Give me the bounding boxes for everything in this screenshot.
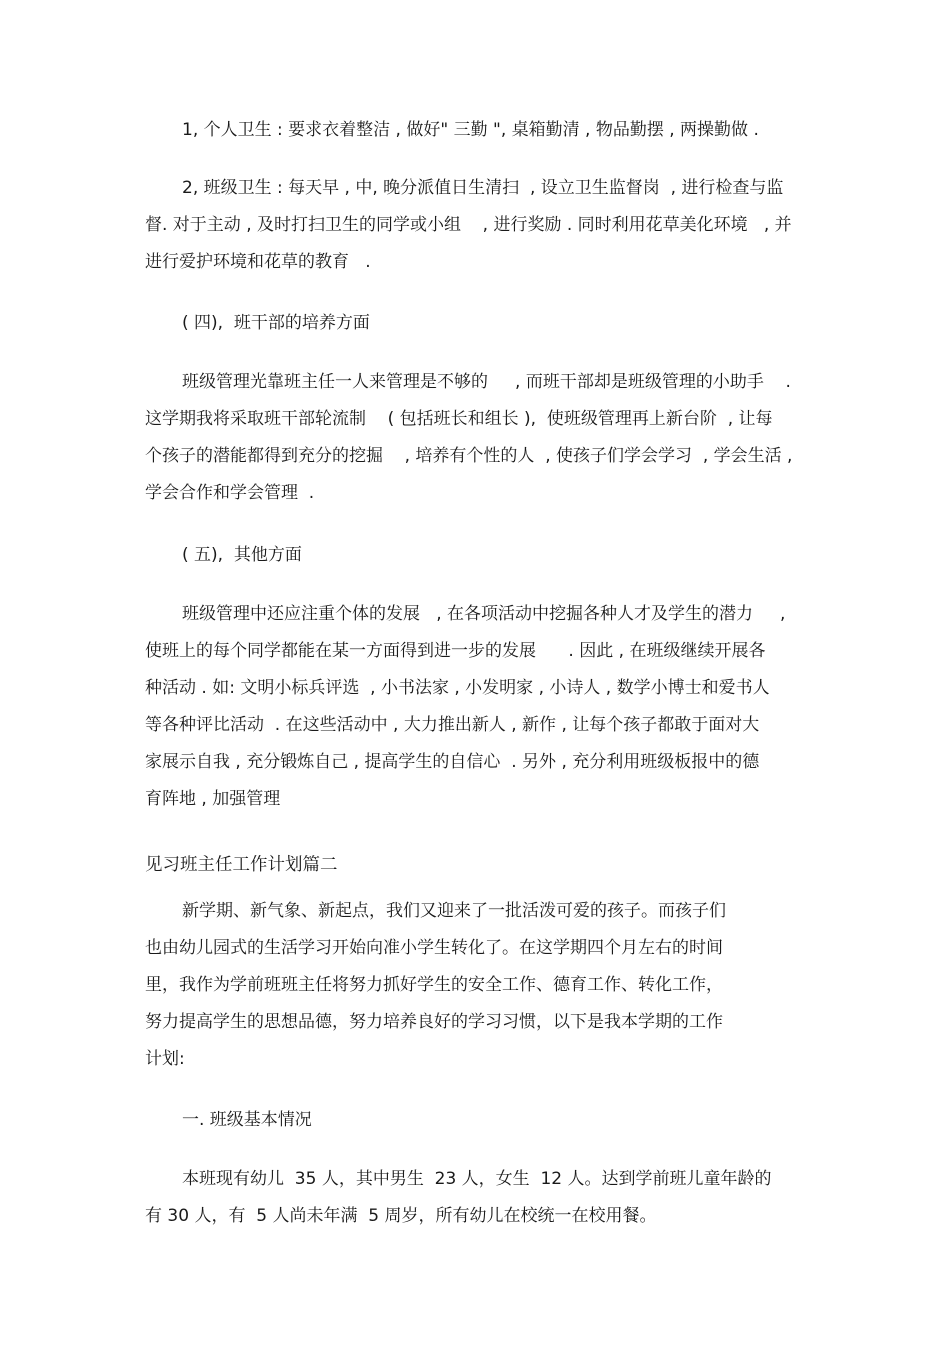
text-line: 班级管理中还应注重个体的发展 , 在各项活动中挖掘各种人才及学生的潜力 , xyxy=(182,604,786,624)
heading-class-cadre xyxy=(145,305,825,342)
text-line: 使班上的每个同学都能在某一方面得到进一步的发展 . 因此 , 在班级继续开展各 xyxy=(145,641,766,661)
text-line: ( 五), 其他方面 xyxy=(182,545,302,565)
text-line: 进行爱护环境和花草的教育 . xyxy=(145,252,371,272)
text-line: 努力提高学生的思想品德，努力培养良好的学习习惯，以下是我本学期的工作 xyxy=(145,1012,723,1032)
text-line: 1, 个人卫生 : 要求衣着整洁 , 做好" 三勤 ", 桌箱勤清 , 物品勤摆 , 两操勤做 . xyxy=(182,120,759,140)
text-line: ( 四), 班干部的培养方面 xyxy=(182,313,370,333)
text-line: 计划: xyxy=(145,1049,185,1069)
heading-other-aspects xyxy=(145,537,825,574)
paragraph-other-aspects xyxy=(145,596,825,818)
text-line: 家展示自我 , 充分锻炼自己 , 提高学生的自信心 . 另外 , 充分利用班级板报中的德 xyxy=(145,752,760,772)
text-line: 个孩子的潜能都得到充分的挖掘 , 培养有个性的人 , 使孩子们学会学习 , 学会生活 , xyxy=(145,446,793,466)
text-line: 班级管理光靠班主任一人来管理是不够的 , 而班干部却是班级管理的小助手 . xyxy=(182,372,791,392)
text-line: 等各种评比活动 . 在这些活动中 , 大力推出新人 , 新作 , 让每个孩子都敢于面对大 xyxy=(145,715,760,735)
text-line: 一. 班级基本情况 xyxy=(182,1110,312,1130)
text-line: 本班现有幼儿 35 人，其中男生 23 人，女生 12 人。达到学前班儿童年龄的 xyxy=(182,1169,772,1189)
text-line: 种活动 . 如: 文明小标兵评选 , 小书法家 , 小发明家 , 小诗人 , 数学小博士和爱书人 xyxy=(145,678,770,698)
paragraph-class-cadre xyxy=(145,364,825,512)
text-line: 新学期、新气象、新起点，我们又迎来了一批活泼可爱的孩子。而孩子们 xyxy=(182,901,726,921)
paragraph-class-basics xyxy=(145,1161,825,1235)
paragraph-personal-hygiene xyxy=(145,112,825,149)
text-line: 这学期我将采取班干部轮流制 ( 包括班长和组长 ), 使班级管理再上新台阶 , 让每 xyxy=(145,409,773,429)
section-title: 见习班主任工作计划篇二 xyxy=(145,855,338,875)
text-line: 2, 班级卫生 : 每天早 , 中, 晚分派值日生清扫 , 设立卫生监督岗 , 进行检查与监 xyxy=(182,178,784,198)
text-line: 有 30 人，有 5 人尚未年满 5 周岁，所有幼儿在校统一在校用餐。 xyxy=(145,1206,657,1226)
text-line: 学会合作和学会管理 . xyxy=(145,483,315,503)
text-line: 里，我作为学前班班主任将努力抓好学生的安全工作、德育工作、转化工作， xyxy=(145,975,723,995)
text-line: 育阵地 , 加强管理 xyxy=(145,789,281,809)
text-line: 督. 对于主动 , 及时打扫卫生的同学或小组 , 进行奖励 . 同时利用花草美化环境 , 并 xyxy=(145,215,792,235)
heading-class-basics xyxy=(145,1102,825,1139)
paragraph-class-hygiene xyxy=(145,170,825,281)
text-line: 也由幼儿园式的生活学习开始向准小学生转化了。在这学期四个月左右的时间 xyxy=(145,938,723,958)
paragraph-intro xyxy=(145,893,825,1078)
